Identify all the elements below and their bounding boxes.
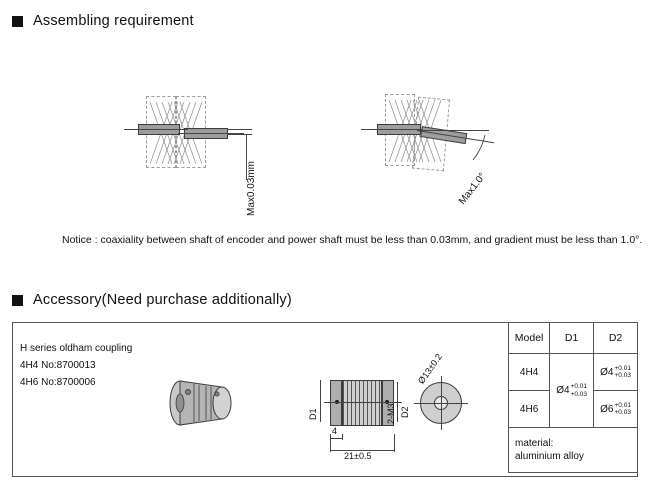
coupling-3d-svg [160,370,250,436]
accessory-title: Accessory(Need purchase additionally) [33,292,292,308]
table-row [509,354,638,391]
page-title: Assembling requirement [33,13,194,29]
spec-table [508,322,638,473]
dim-tick-lower [228,134,252,135]
reference-line [417,130,489,131]
d1-extension [320,380,321,422]
material-label: material: [515,438,554,449]
dim-label-offset: Max0.03mm [246,160,257,216]
cell-material [509,428,638,473]
section-header-assembling [12,13,194,29]
cell-d2-value-1: Ø6 [600,403,614,415]
cell-model-0: 4H4 [509,354,550,391]
centerline-left [361,129,423,130]
th-model: Model [509,323,550,354]
dim-tick-upper [228,129,252,130]
dim-ext-b [342,434,343,440]
th-d1: D1 [550,323,594,354]
th-d2: D2 [594,323,638,354]
cell-d2-tol-up-0: +0.01 [614,364,631,372]
dim-ext-a [330,434,331,452]
dim-ext-c [394,434,395,452]
cell-d1-tol-up: +0.01 [570,383,588,390]
cell-d1-value: Ø4 [556,385,570,397]
cell-d2-tol-up-1: +0.01 [614,401,631,409]
label-diameter: Ø13±0.2 [416,351,444,386]
label-d1: D1 [308,408,318,420]
table-header-row [509,323,638,354]
accessory-part-list [20,340,132,391]
d2-extension [397,382,398,422]
cell-d2-tol-low-1: +0.03 [614,409,631,416]
coupling-hatch-left [120,88,290,218]
accessory-line-2: 4H6 No:8700006 [20,377,96,388]
notice-text: Notice : coaxiality between shaft of encoder and power shaft must be less than 0.03mm, and gradient must be less than 1.0°. [62,234,643,246]
label-d2: D2 [400,406,410,418]
cell-d2-value-0: Ø4 [600,366,614,378]
cell-d2-tol-low-0: +0.03 [614,372,631,379]
diagram-coaxiality-offset [120,88,290,218]
accessory-line-1: 4H4 No:8700013 [20,360,96,371]
cell-d2-1 [594,391,638,428]
coupling-slots [342,380,382,426]
coupling-2d-drawing [300,350,490,470]
coupling-hatch-right [355,88,535,218]
label-dim-total: 21±0.5 [344,451,372,461]
accessory-line-0: H series oldham coupling [20,343,133,354]
cell-d2-0 [594,354,638,391]
cell-d1-tol-low: +0.03 [570,390,588,398]
dim-line-4 [330,438,342,439]
table-row-material [509,428,638,473]
label-dim-4: 4 [332,426,338,436]
material-value: aluminium alloy [515,451,584,462]
cell-d1-merged [550,354,594,428]
square-bullet-icon [12,16,23,27]
section-header-accessory [12,292,292,308]
square-bullet-icon [12,295,23,306]
cell-model-1: 4H6 [509,391,550,428]
coupling-3d-illustration [160,370,240,430]
centerline-left [124,129,188,130]
dim-label-angle: Max1.0° [457,171,489,207]
diagram-angular-deviation [355,88,535,218]
label-thread: 2-M3 [386,403,396,424]
